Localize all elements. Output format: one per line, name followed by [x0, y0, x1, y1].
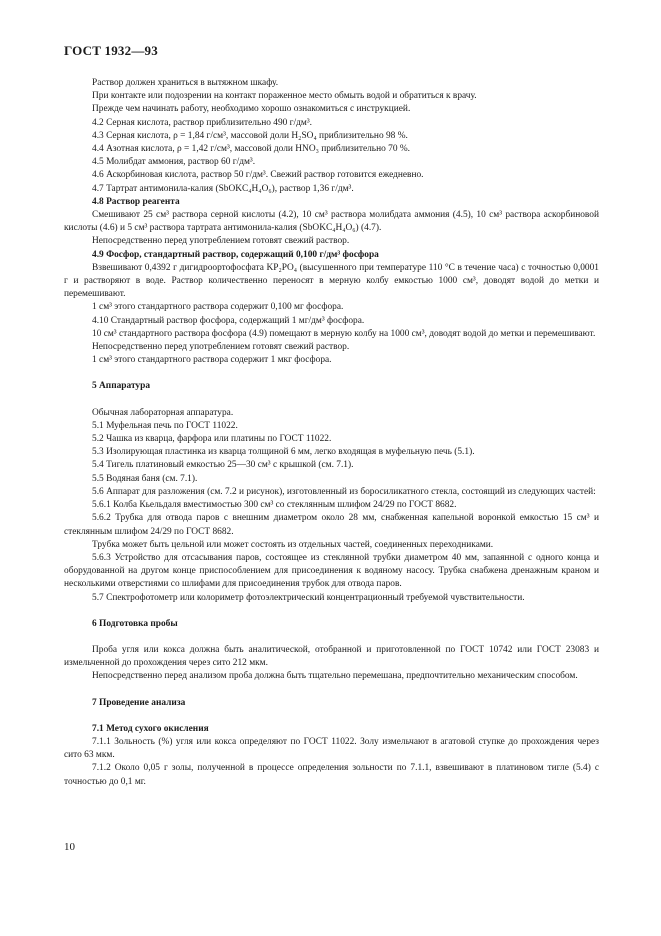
paragraph: 5.6 Аппарат для разложения (см. 7.2 и рисунок), изготовленный из боросиликатного стекла, состоящий из следующих частей: — [92, 486, 596, 497]
paragraph: 1 см³ этого стандартного раствора содержит 1 мкг фосфора. — [92, 355, 332, 366]
paragraph: 4.2 Серная кислота, раствор приблизительно 490 г/дм³. — [92, 117, 312, 128]
paragraph: Смешивают 25 см³ раствора серной кислоты (4.2), 10 см³ раствора молибдата аммония (4.5), 10 см³ раствора аскорбиновой кислоты (4.6) и 5 см³ раствора тартрата антимонила-калия (SbOKC₄H₄O₆) (4.7). — [64, 210, 599, 234]
paragraph: Проба угля или кокса должна быть аналитической, отобранной и приготовленной по ГОСТ 10742 или ГОСТ 23083 и измельченной до прохождения через сито 212 мкм. — [64, 644, 599, 669]
paragraph: 7.1.2 Около 0,05 г золы, полученной в процессе определения зольности по 7.1.1, взвешивают в платиновом тигле (5.4) с точностью до 0,1 мг. — [64, 763, 599, 787]
paragraph: Раствор должен храниться в вытяжном шкафу. — [92, 78, 279, 88]
paragraph: 7.1.1 Зольность (%) угля или кокса определяют по ГОСТ 11022. Золу измельчают в агатовой ступке до прохождения через сито 63 мкм. — [64, 736, 599, 761]
paragraph: Непосредственно перед употреблением готовят свежий раствор. — [92, 342, 350, 353]
document-header: ГОСТ 1932—93 — [64, 43, 158, 58]
paragraph: Непосредственно перед анализом проба должна быть тщательно перемешана, предпочтительно механическим способом. — [92, 671, 578, 682]
paragraph: 4.7 Тартрат антимонила-калия (SbOKC₄H₄O₆), раствор 1,36 г/дм³. — [92, 183, 354, 194]
paragraph: 5.3 Изолирующая пластинка из кварца толщиной 6 мм, легко входящая в муфельную печь (5.1). — [92, 447, 475, 458]
section-heading-6: 6 Подготовка пробы — [92, 618, 178, 629]
paragraph: 5.6.1 Колба Кьельдаля вместимостью 300 см³ со стеклянным шлифом 24/29 по ГОСТ 8682. — [92, 500, 457, 511]
subsection-heading-4-9: 4.9 Фосфор, стандартный раствор, содержащий 0,100 г/дм³ фосфора — [92, 249, 379, 260]
paragraph: 5.5 Водяная баня (см. 7.1). — [92, 473, 198, 484]
paragraph: 5.4 Тигель платиновый емкостью 25—30 см³ с крышкой (см. 7.1). — [92, 460, 354, 471]
paragraph: 5.6.2 Трубка для отвода паров с внешним диаметром около 28 мм, снабженная капельной воронкой емкостью 15 см³ и стеклянным шлифом 24/29 по ГОСТ 8682. — [64, 513, 599, 537]
paragraph: 4.10 Стандартный раствор фосфора, содержащий 1 мг/дм³ фосфора. — [92, 315, 365, 326]
section-heading-5: 5 Аппаратура — [92, 381, 151, 392]
paragraph: 4.3 Серная кислота, ρ = 1,84 г/см³, массовой доли H₂SO₄ приблизительно 98 %. — [92, 130, 408, 141]
subsection-heading-4-8: 4.8 Раствор реагента — [92, 196, 180, 207]
paragraph: 10 см³ стандартного раствора фосфора (4.9) помещают в мерную колбу на 1000 см³, доводят водой до метки и перемешивают. — [92, 328, 596, 339]
paragraph: Трубка может быть цельной или может состоять из отдельных частей, соединенных переходниками. — [92, 539, 494, 550]
paragraph: При контакте или подозрении на контакт пораженное место обмыть водой и обратиться к врачу. — [92, 91, 477, 102]
paragraph: Непосредственно перед употреблением готовят свежий раствор. — [92, 236, 350, 247]
paragraph: 1 см³ этого стандартного раствора содержит 0,100 мг фосфора. — [92, 302, 344, 313]
paragraph: 5.1 Муфельная печь по ГОСТ 11022. — [92, 420, 238, 431]
paragraph: Обычная лабораторная аппаратура. — [92, 407, 234, 418]
paragraph: 4.4 Азотная кислота, ρ = 1,42 г/см³, массовой доли HNO₃ приблизительно 70 %. — [92, 144, 411, 155]
paragraph: 5.7 Спектрофотометр или колориметр фотоэлектрический концентрационный требуемой чувствительности. — [92, 592, 525, 603]
paragraph: Взвешивают 0,4392 г дигидроортофосфата KP₂PO₄ (высушенного при температуре 110 °С в течение часа) с точностью 0,0001 г и растворяют в воде. Раствор количественно переносят в мерную колбу емкостью 1000 см³, доводят водой до метки и перемешивают. — [64, 262, 599, 300]
paragraph: Прежде чем начинать работу, необходимо хорошо ознакомиться с инструкцией. — [92, 104, 411, 115]
section-heading-7: 7 Проведение анализа — [92, 697, 186, 708]
page-number: 10 — [64, 841, 75, 853]
subsection-heading-7-1: 7.1 Метод сухого окисления — [92, 723, 209, 734]
paragraph: 4.6 Аскорбиновая кислота, раствор 50 г/дм³. Свежий раствор готовится ежедневно. — [92, 170, 424, 181]
document-body — [64, 77, 599, 789]
paragraph: 4.5 Молибдат аммония, раствор 60 г/дм³. — [92, 157, 256, 168]
paragraph: 5.2 Чашка из кварца, фарфора или платины по ГОСТ 11022. — [92, 434, 332, 445]
paragraph: 5.6.3 Устройство для отсасывания паров, состоящее из стеклянной трубки диаметром 40 мм, запаянной с одного конца и оборудованной на другом конце приспособлением для присоединения к водяному насосу. Трубка снабжена дренажным краном и несколькими отверстиями со шлифами для присоединения трубок для отвода паров. — [64, 552, 599, 590]
